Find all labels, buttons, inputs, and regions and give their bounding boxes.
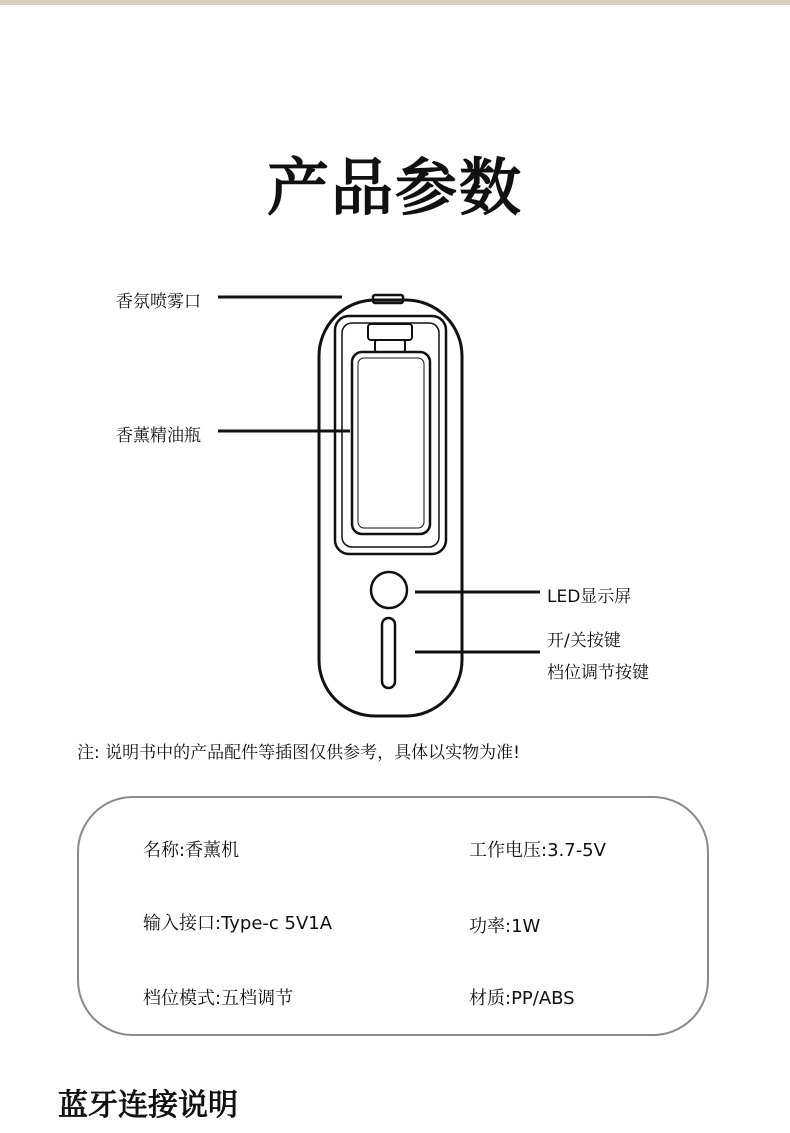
spec-input: 输入接口:Type-c 5V1A (143, 913, 333, 934)
button-slot (382, 618, 395, 688)
bottle-body-inner (358, 358, 424, 528)
led-display-circle (371, 572, 407, 608)
label-power-button: 开/关按键 (547, 631, 621, 651)
bottle-cap (368, 324, 412, 340)
label-bottle: 香薰精油瓶 (116, 426, 201, 446)
device-body (319, 300, 462, 716)
spec-modes: 档位模式:五档调节 (143, 988, 294, 1009)
disclaimer-note: 注: 说明书中的产品配件等插图仅供参考，具体以实物为准! (77, 743, 520, 763)
page-title: 产品参数 (266, 151, 523, 224)
spec-name: 名称:香薰机 (143, 840, 240, 861)
spec-material: 材质:PP/ABS (469, 988, 575, 1009)
bottle-neck (375, 340, 405, 352)
label-level-button: 档位调节按键 (547, 663, 649, 683)
label-display: LED显示屏 (547, 587, 632, 607)
spec-voltage: 工作电压:3.7-5V (469, 840, 606, 861)
spec-card (77, 796, 709, 1036)
label-nozzle: 香氛喷雾口 (116, 292, 201, 312)
spec-power: 功率:1W (469, 916, 541, 937)
bottle-body (352, 352, 430, 534)
section-title: 蓝牙连接说明 (58, 1088, 238, 1123)
